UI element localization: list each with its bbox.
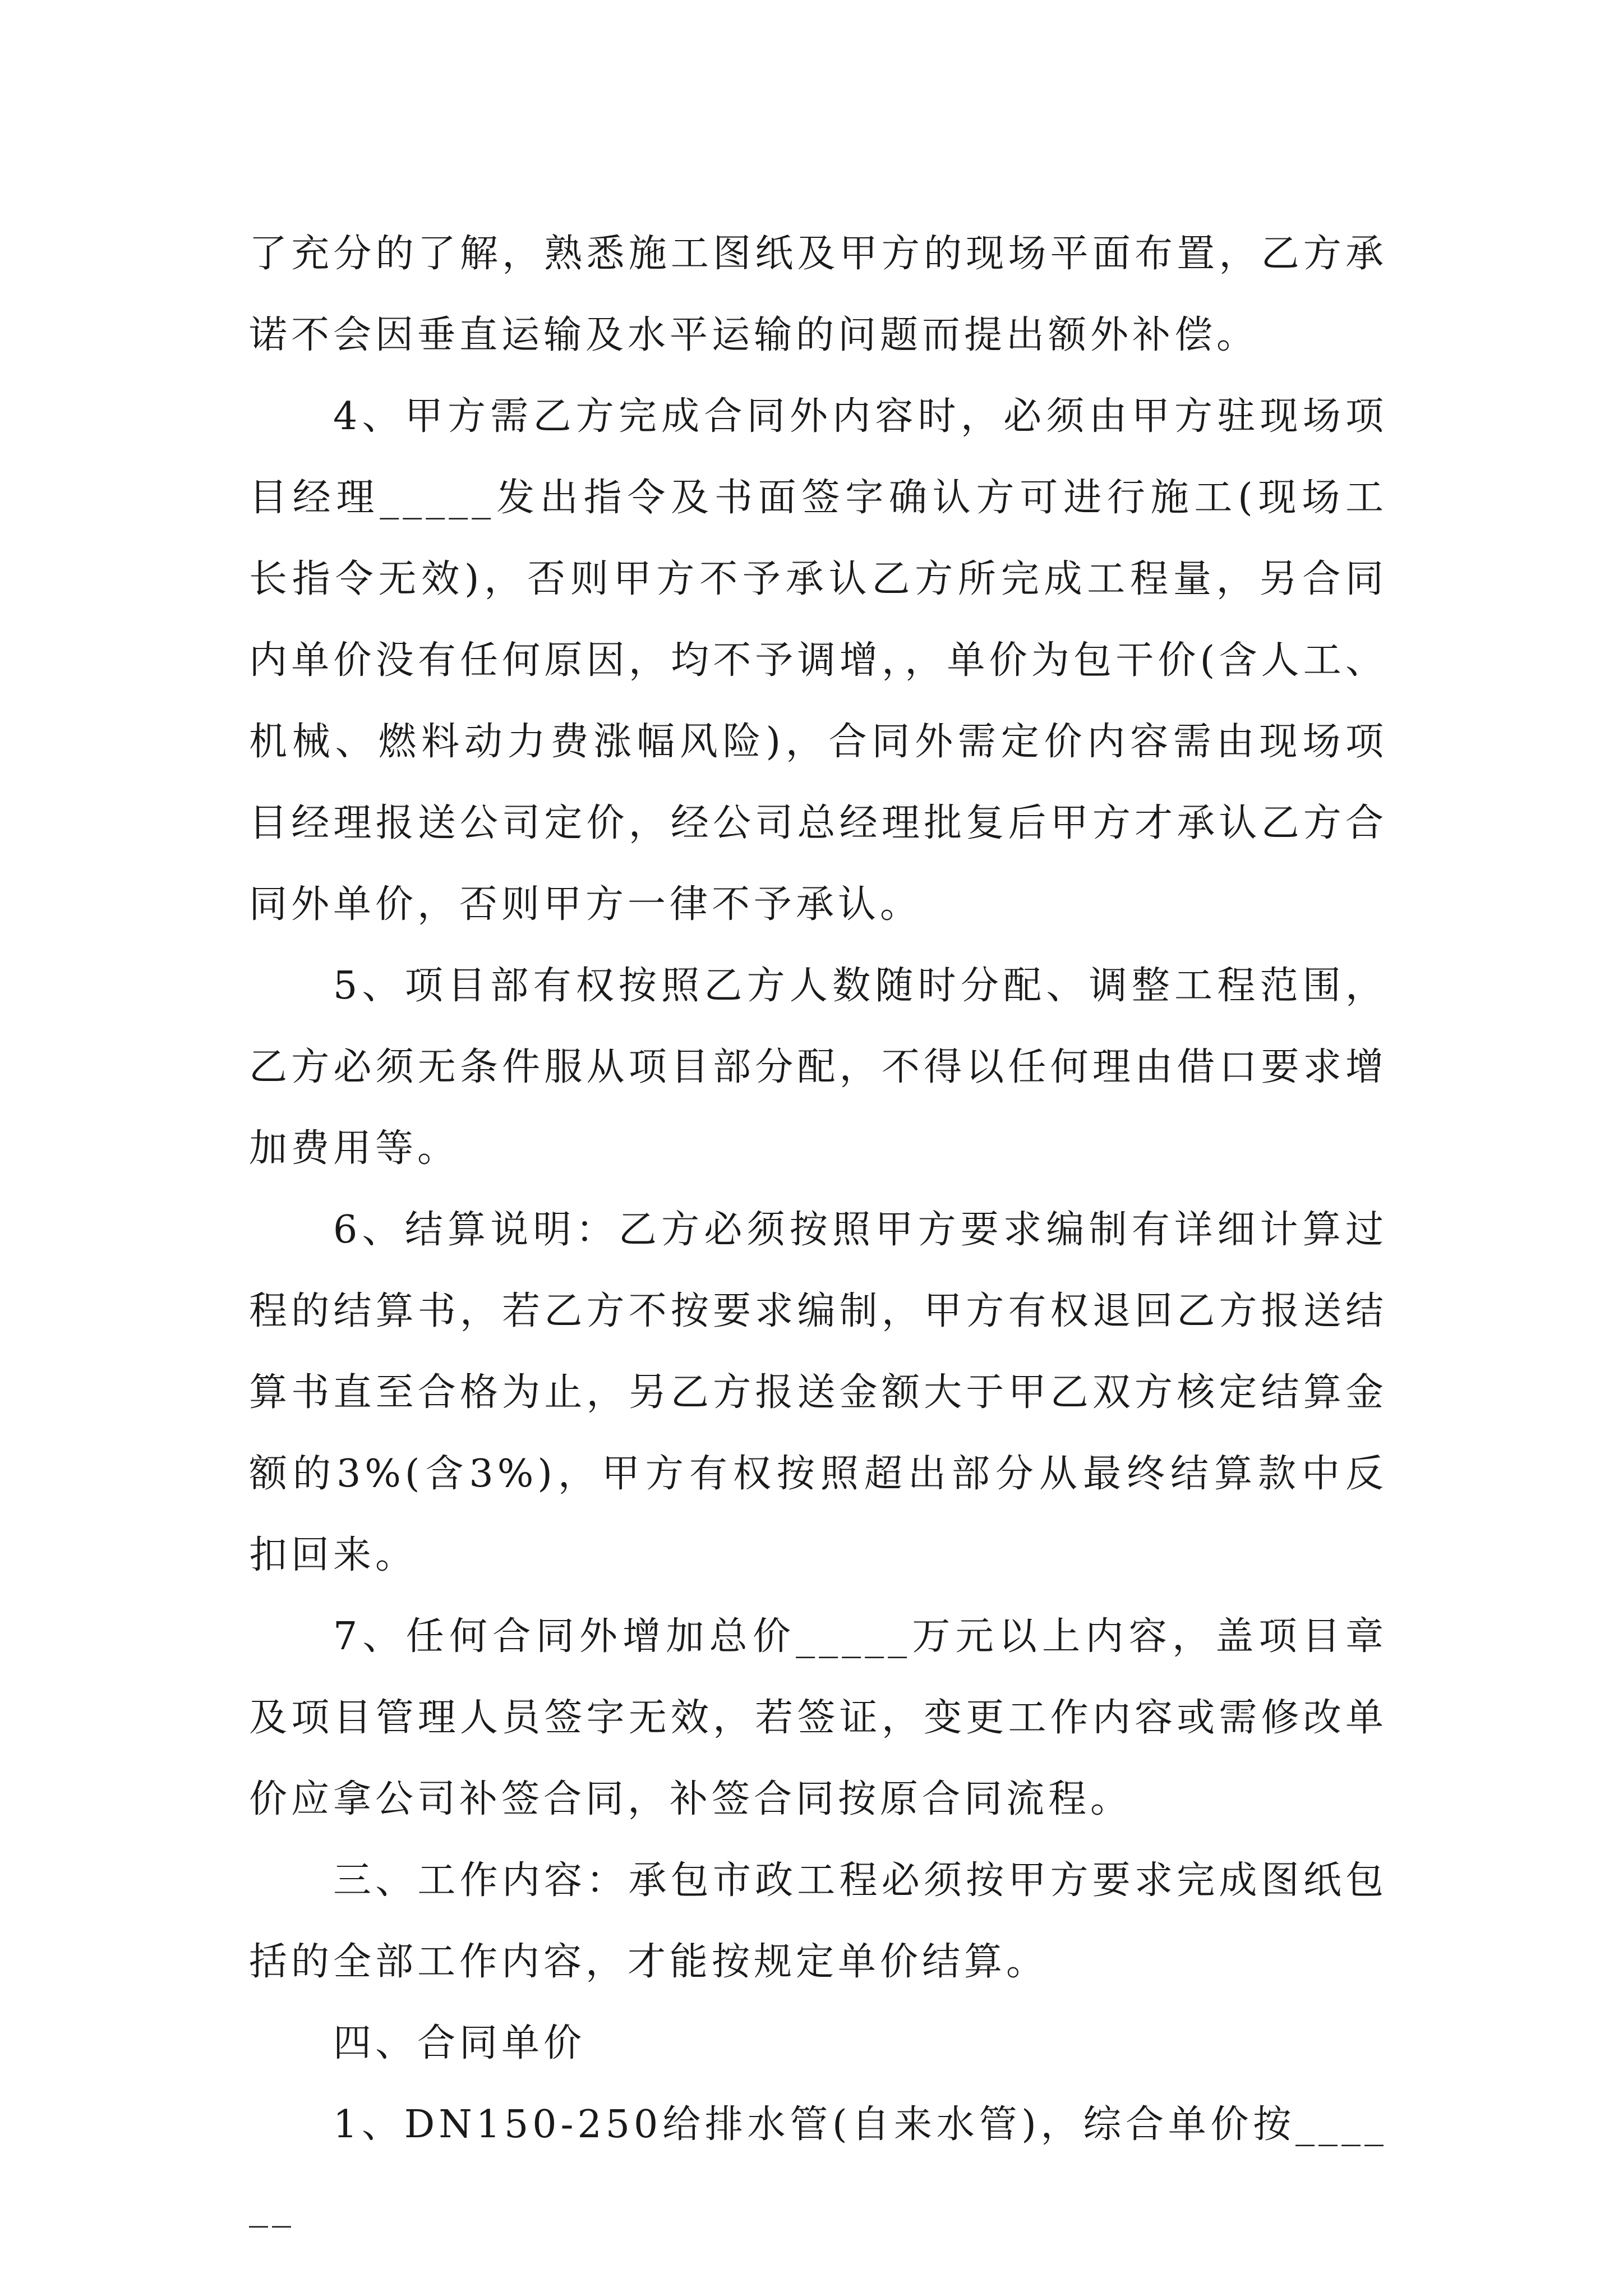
section-4-heading: 四、合同单价: [333, 2021, 586, 2065]
paragraph-continuation: 了充分的了解，熟悉施工图纸及甲方的现场平面布置，乙方承诺不会因垂直运输及水平运输的问题而提出额外补偿。: [249, 232, 1387, 357]
clause-6-paragraph: 6、结算说明：乙方必须按照甲方要求编制有详细计算过程的结算书，若乙方不按要求编制，甲方有权退回乙方报送结算书直至合格为止，另乙方报送金额大于甲乙双方核定结算金额的3%(含3%)，甲方有权按照超出部分从最终结算款中反扣回来。: [249, 1208, 1387, 1577]
clause-5-paragraph: 5、项目部有权按照乙方人数随时分配、调整工程范围，乙方必须无条件服从项目部分配，不得以任何理由借口要求增加费用等。: [249, 964, 1387, 1171]
document-body: [249, 213, 1387, 2247]
unit-price-item-1: 1、DN150-250给排水管(自来水管)，综合单价按______: [249, 2102, 1387, 2228]
clause-4-paragraph: 4、甲方需乙方完成合同外内容时，必须由甲方驻现场项目经理_____发出指令及书面签字确认方可进行施工(现场工长指令无效)，否则甲方不予承认乙方所完成工程量，另合同内单价没有任何原因，均不予调增，，单价为包干价(含人工、机械、燃料动力费涨幅风险)，合同外需定价内容需由现场项目经理报送公司定价，经公司总经理批复后甲方才承认乙方合同外单价，否则甲方一律不予承认。: [249, 394, 1388, 927]
section-3-work-content: 三、工作内容：承包市政工程必须按甲方要求完成图纸包括的全部工作内容，才能按规定单价结算。: [249, 1858, 1387, 1984]
clause-7-paragraph: 7、任何合同外增加总价_____万元以上内容，盖项目章及项目管理人员签字无效，若签证，变更工作内容或需修改单价应拿公司补签合同，补签合同按原合同流程。: [249, 1614, 1387, 1821]
